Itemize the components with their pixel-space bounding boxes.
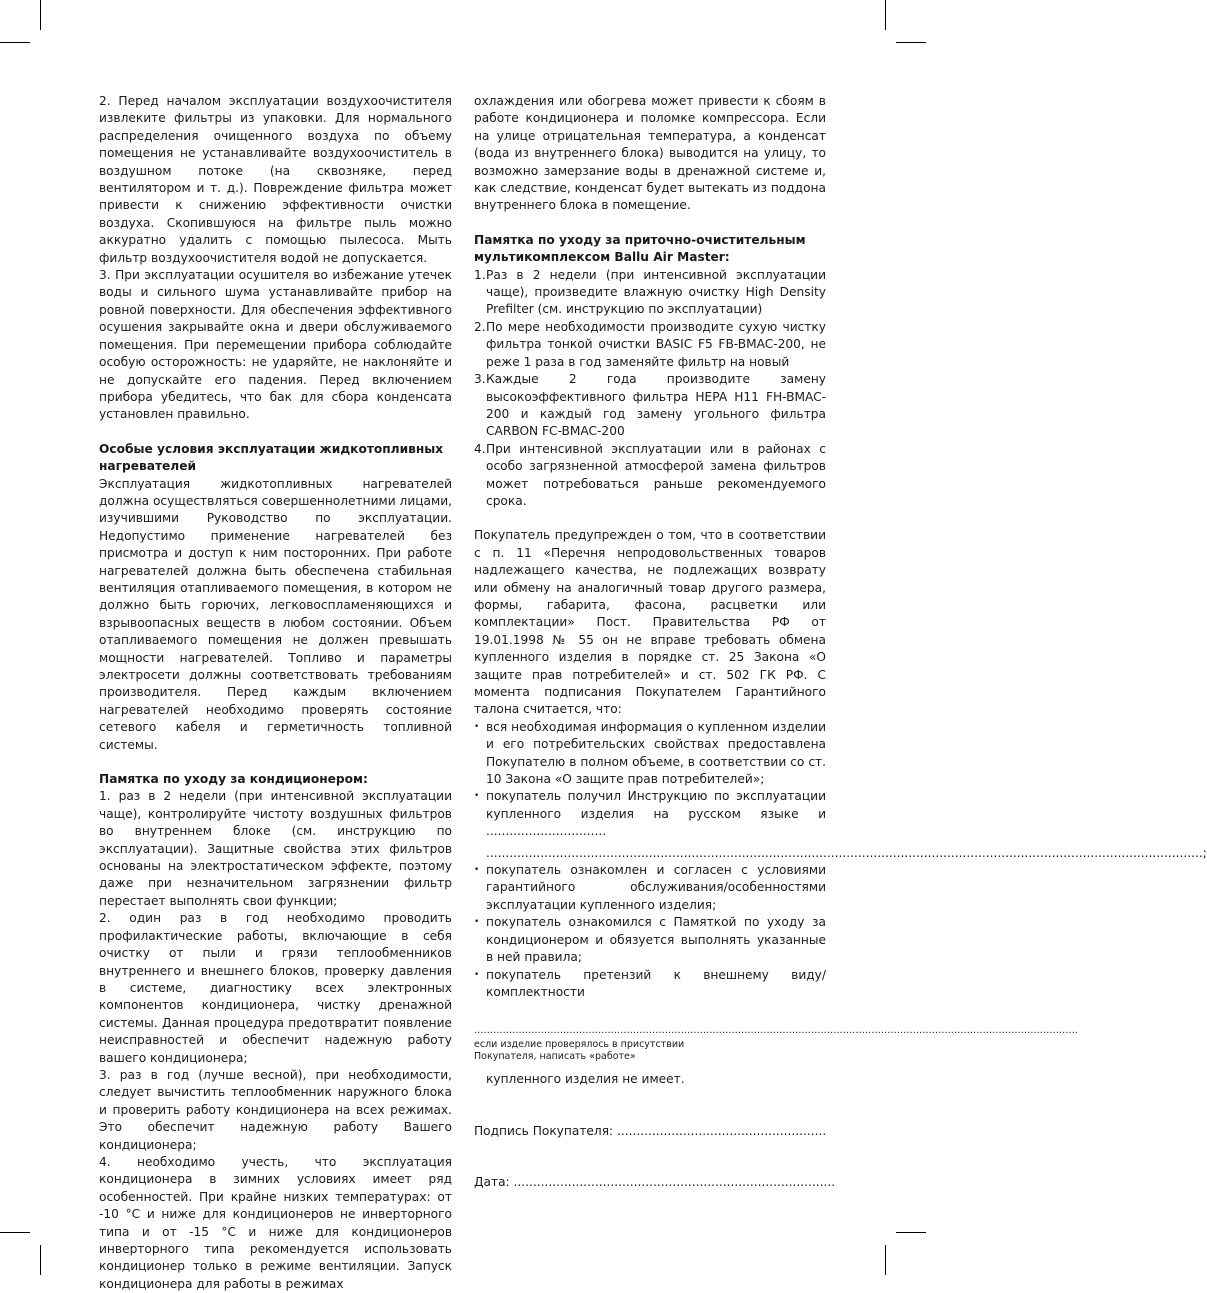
liquid-fuel-paragraph: Эксплуатация жидкотопливных нагревателей должна осуществляться совершеннолетними лицами, изучившими Руководство по эксплуатации. Недопустимо применение нагревателей без присмотра и доступ к ним посторонних. При работе нагревателей должна быть обеспечена стабильная вентиляция отапливаемого помещения, в котором не должно быть горючих, легковоспламеняющихся и взрывоопасных веществ в любом состоянии. Объем отапливаемого помещения не должен превышать мощности нагревателей. Топливо и параметры электросети должны соответствовать требованиям производителя. Перед каждым включением нагревателей необходимо проверять состояние сетевого кабеля и герметичность топливной системы. (99, 476, 452, 752)
air-master-heading: Памятка по уходу за приточно-очистительным мультикомплексом Ballu Air Master: (474, 232, 806, 265)
liquid-fuel-heading: Особые условия эксплуатации жидкотопливных нагревателей (99, 441, 444, 474)
buyer-signature-field[interactable]: Подпись Покупателя: ...................................................... (474, 1123, 827, 1138)
crop-mark (885, 1245, 886, 1275)
ac-continue-paragraph: охлаждения или обогрева может привести к сбоям в работе кондиционера и поломке компрессора. Если на улице отрицательная температура, а конденсат (вода из внутреннего блока) выводится на улицу, то возможно замерзание воды в дренажной системе и, как следствие, конденсат будет вытекать из поддона внутреннего блока в помещение. (474, 94, 826, 213)
buyer-notice-paragraph: Покупатель предупрежден о том, что в соответствии с п. 11 «Перечня непродовольственных товаров надлежащего качества, не подлежащих возврату или обмену на аналогичный товар другого размера, формы, габарита, фасона, расцветки или комплектации» Пост. Правительства РФ от 19.01.1998 № 55 он не вправе требовать обмена купленного изделия в порядке ст. 25 Закона «О защите прав потребителей» и ст. 502 ГК РФ. С момента подписания Покупателем Гарантийного талона считается, что: (474, 528, 826, 717)
list-item: • покупатель ознакомлен и согласен с условиями гарантийного обслуживания/особенностями эксплуатации купленного изделия; (474, 862, 826, 914)
list-item: 2. По мере необходимости производите сухую чистку фильтра тонкой очистки BASIC F5 FB-BMAC-200, не реже 1 раза в год заменяйте фильтр на новый (474, 319, 826, 369)
date-field[interactable]: Дата: ................................................................................... (474, 1175, 836, 1190)
crop-mark (40, 0, 41, 30)
dehumidifier-paragraph: 3. При эксплуатации осушителя во избежание утечек воды и сильного шума устанавливайте прибор на ровной поверхности. Для обеспечения эффективного осушения закрывайте окна и двери обслуживаемого помещения. При перемещении прибора соблюдайте особую осторожность: не ударяйте, не наклоняйте и не допускайте его падения. Перед включением прибора убедитесь, что бак для сбора конденсата установлен правильно. (99, 268, 452, 422)
fill-in-line[interactable]: .............................................................................................................................................................................................. (474, 1025, 1078, 1037)
crop-mark (0, 42, 30, 43)
no-claims-text: купленного изделия не имеет. (486, 1072, 685, 1087)
right-column (474, 93, 1207, 1192)
list-item: • покупатель претензий к внешнему виду/комплектности (474, 967, 826, 1002)
filters-paragraph: 2. Перед началом эксплуатации воздухоочистителя извлеките фильтры из упаковки. Для нормального распределения очищенного воздуха по объему помещения не устанавливайте воздухоочиститель в воздушном потоке (на сквозняке, перед вентилятором и т. д.). Повреждение фильтра может привести к снижению эффективности очистки воздуха. Скопившуюся на фильтре пыль можно аккуратно удалить с помощью пылесоса. Мыть фильтр воздухоочистителя водой не допускается. (99, 94, 452, 265)
ac-care-heading: Памятка по уходу за кондиционером: (99, 772, 368, 787)
left-column (99, 93, 452, 1293)
air-master-list (474, 267, 826, 511)
list-item: 4. При интенсивной эксплуатации или в районах с особо загрязненной атмосферой замена фильтров может потребоваться раньше рекомендуемого срока. (474, 441, 826, 508)
crop-mark (885, 0, 886, 30)
ac-care-item: 4. необходимо учесть, что эксплуатация кондиционера в зимних условиях имеет ряд особенностей. При крайне низких температурах: от -10 °С и ниже для кондиционеров не инверторного типа и от -15 °С и ниже для кондиционеров инверторного типа рекомендуется использовать кондиционер только в режиме вентиляции. Запуск кондиционера для работы в режимах (99, 1154, 452, 1291)
fill-in-note: Покупателя, написать «работе» (474, 1051, 636, 1063)
crop-mark (0, 1232, 30, 1233)
fill-in-note: если изделие проверялось в присутствии (474, 1039, 685, 1051)
list-item: • покупатель ознакомился с Памяткой по уходу за кондиционером и обязуется выполнять указанные в ней правила; (474, 914, 826, 966)
crop-mark (40, 1245, 41, 1275)
list-item: • вся необходимая информация о купленном изделии и его потребительских свойствах предоставлена Покупателю в полном объеме, в соответствии со ст. 10 Закона «О защите прав потребителей»; (474, 719, 826, 789)
list-item: 3. Каждые 2 года производите замену высокоэффективного фильтра HEPA H11 FH-BMAC-200 и каждый год замену угольного фильтра CARBON FC-BMAC-200 (474, 372, 826, 439)
buyer-conditions-list (474, 719, 1207, 1002)
list-item: 1. Раз в 2 недели (при интенсивной эксплуатации чаще), произведите влажную очистку High Density Prefilter (см. инструкцию по эксплуатации) (474, 267, 826, 317)
crop-mark (896, 1232, 926, 1233)
crop-mark (896, 42, 926, 43)
ac-care-item: 3. раз в год (лучше весной), при необходимости, следует вычистить теплообменник наружного блока и проверить работу кондиционера на всех режимах. Это обеспечит надежную работу Вашего кондиционера; (99, 1067, 452, 1152)
list-item: • покупатель получил Инструкцию по эксплуатации купленного изделия на русском языке и ............................... .........................................................................................................................................................................................; (474, 788, 826, 862)
ac-care-item: 1. раз в 2 недели (при интенсивной эксплуатации чаще), контролируйте чистоту воздушных фильтров во внутреннем блоке (см. инструкцию по эксплуатации). Защитные свойства этих фильтров основаны на электростатическом эффекте, поэтому даже при незначительном загрязнении фильтр перестает выполнять свои функции; (99, 789, 452, 908)
ac-care-item: 2. один раз в год необходимо проводить профилактические работы, включающие в себя очистку от пыли и грязи теплообменников внутреннего и внешнего блоков, проверку давления в системе, диагностику всех электронных компонентов кондиционера, чистку дренажной системы. Данная процедура предотвратит появление неисправностей и обеспечит надежную работу вашего кондиционера; (99, 911, 452, 1065)
